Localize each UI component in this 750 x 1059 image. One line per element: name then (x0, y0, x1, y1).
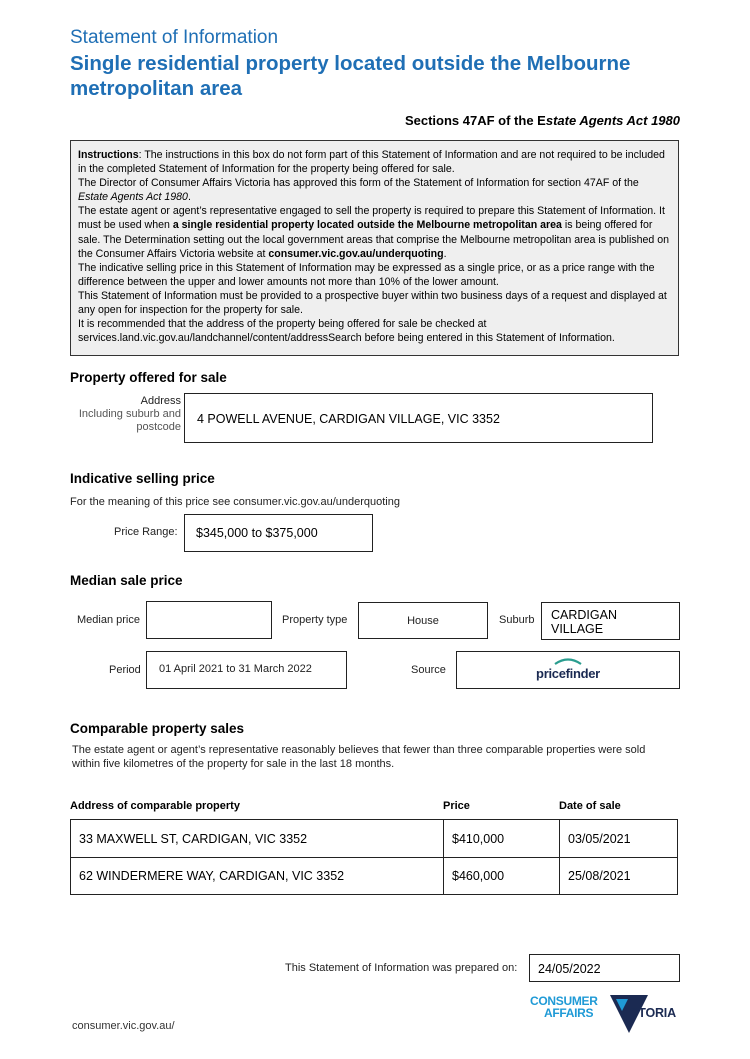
prepared-date-field: 24/05/2022 (529, 954, 680, 982)
table-row-1-price: $410,000 (443, 819, 560, 858)
logo-affairs-text: AFFAIRS (544, 1006, 594, 1020)
document-kicker: Statement of Information (70, 27, 279, 48)
property-heading: Property offered for sale (70, 370, 227, 385)
price-note: For the meaning of this price see consumer.vic.gov.au/underquoting (70, 496, 400, 508)
median-price-field (146, 601, 272, 639)
footer-url[interactable]: consumer.vic.gov.au/ (72, 1020, 175, 1032)
col-address-header: Address of comparable property (70, 800, 240, 812)
price-range-label: Price Range: (114, 526, 178, 538)
instructions-p1: Instructions: The instructions in this box do not form part of this Statement of Information and are not required to be included in the completed Statement of Information for the property being offered for sale. (78, 149, 665, 176)
table-row-1-address: 33 MAXWELL ST, CARDIGAN, VIC 3352 (70, 819, 444, 858)
logo-consumer-text: CONSUMER (530, 994, 598, 1008)
document-title: Single residential property located outside the Melbourne metropolitan area (70, 52, 631, 100)
instructions-p3: The estate agent or agent’s representative engaged to sell the property is required to prepare this Statement of Information. It must be used when a single residential property located outside the Melbourne metropolitan area is being offered for sale. The Determination setting out the local government areas that comprise the Melbourne metropolitan area is published on the Consumer Affairs Victoria website at consumer.vic.gov.au/underquoting. (78, 205, 670, 260)
price-range-field: $345,000 to $375,000 (184, 514, 373, 552)
median-heading: Median sale price (70, 573, 183, 588)
median-price-label: Median price (77, 614, 140, 626)
address-field: 4 POWELL AVENUE, CARDIGAN VILLAGE, VIC 3352 (184, 393, 653, 443)
period-field: 01 April 2021 to 31 March 2022 (146, 651, 347, 689)
pricefinder-swoosh-icon (553, 657, 583, 665)
table-row-2-price: $460,000 (443, 857, 560, 895)
col-price-header: Price (443, 800, 470, 812)
property-type-label: Property type (282, 614, 348, 626)
source-field (456, 651, 680, 689)
address-label: Address Including suburb and postcode (78, 395, 181, 433)
pricefinder-logo: pricefinder (536, 657, 600, 683)
consumer-affairs-victoria-logo (530, 993, 690, 1035)
suburb-field: CARDIGAN VILLAGE (541, 602, 680, 640)
instructions-p2: The Director of Consumer Affairs Victoria has approved this form of the Statement of Information for section 47AF of the Estate Agents Act 1980. (78, 177, 639, 204)
instructions-box (70, 140, 679, 356)
property-type-field: House (358, 602, 488, 639)
price-heading: Indicative selling price (70, 471, 215, 486)
underquoting-link[interactable]: consumer.vic.gov.au/underquoting (268, 247, 444, 260)
instructions-p6: It is recommended that the address of the property being offered for sale be checked at services.land.vic.gov.au/landchannel/content/addressSearch before being entered in this Statement of Information. (78, 318, 615, 345)
period-label: Period (109, 664, 141, 676)
table-row-2-address: 62 WINDERMERE WAY, CARDIGAN, VIC 3352 (70, 857, 444, 895)
col-date-header: Date of sale (559, 800, 621, 812)
table-row-1-date: 03/05/2021 (559, 819, 678, 858)
instructions-p5: This Statement of Information must be provided to a prospective buyer within two business days of a request and displayed at any open for inspection for the property for sale. (78, 289, 667, 317)
source-label: Source (411, 664, 446, 676)
legal-reference: Sections 47AF of the Estate Agents Act 1980 (404, 113, 680, 128)
comparable-heading: Comparable property sales (70, 721, 245, 736)
suburb-label: Suburb (499, 614, 535, 626)
table-row-2-date: 25/08/2021 (559, 857, 678, 895)
logo-victoria-text: VICTORIA (618, 1006, 676, 1020)
comparable-note: The estate agent or agent’s representative reasonably believes that fewer than three comparable properties were sold within five kilometres of the property for sale in the last 18 months. (72, 744, 646, 770)
prepared-label: This Statement of Information was prepared on: (285, 962, 518, 974)
instructions-p4: The indicative selling price in this Statement of Information may be expressed as a single price, or as a price range with the difference between the upper and lower amounts not more than 10% of the lower amount. (78, 261, 655, 288)
